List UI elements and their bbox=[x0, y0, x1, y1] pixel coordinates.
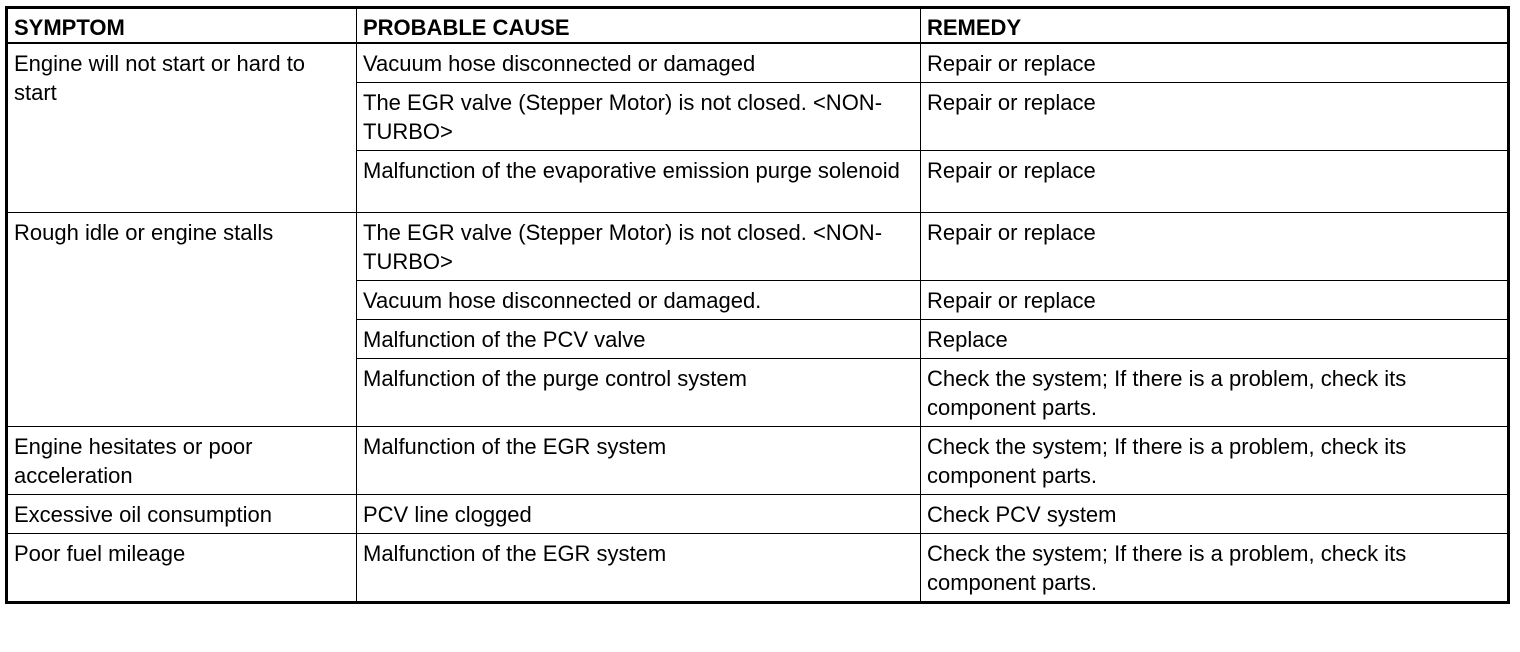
table-row bbox=[7, 427, 1509, 495]
cause-cell: Vacuum hose disconnected or damaged bbox=[357, 43, 921, 83]
cause-cell: Vacuum hose disconnected or damaged. bbox=[357, 281, 921, 320]
cause-cell: Malfunction of the evaporative emission purge solenoid bbox=[357, 151, 921, 213]
table-row bbox=[7, 495, 1509, 534]
header-remedy: REMEDY bbox=[921, 8, 1509, 44]
cause-cell: Malfunction of the EGR system bbox=[357, 534, 921, 603]
table-row bbox=[7, 213, 1509, 281]
cause-cell: PCV line clogged bbox=[357, 495, 921, 534]
symptom-cell: Engine will not start or hard to start bbox=[7, 43, 357, 213]
header-symptom: SYMPTOM bbox=[7, 8, 357, 44]
remedy-cell: Check PCV system bbox=[921, 495, 1509, 534]
header-probable-cause: PROBABLE CAUSE bbox=[357, 8, 921, 44]
symptom-cell: Rough idle or engine stalls bbox=[7, 213, 357, 427]
table-row bbox=[7, 43, 1509, 83]
remedy-cell: Repair or replace bbox=[921, 151, 1509, 213]
remedy-cell: Repair or replace bbox=[921, 213, 1509, 281]
header-row bbox=[7, 8, 1509, 44]
cause-cell: The EGR valve (Stepper Motor) is not closed. <NON-TURBO> bbox=[357, 83, 921, 151]
table-row bbox=[7, 534, 1509, 603]
cause-cell: Malfunction of the PCV valve bbox=[357, 320, 921, 359]
cause-cell: Malfunction of the purge control system bbox=[357, 359, 921, 427]
symptom-cell: Engine hesitates or poor acceleration bbox=[7, 427, 357, 495]
symptom-cell: Poor fuel mileage bbox=[7, 534, 357, 603]
cause-cell: The EGR valve (Stepper Motor) is not closed. <NON-TURBO> bbox=[357, 213, 921, 281]
troubleshooting-table bbox=[5, 6, 1510, 604]
cause-cell: Malfunction of the EGR system bbox=[357, 427, 921, 495]
remedy-cell: Replace bbox=[921, 320, 1509, 359]
remedy-cell: Repair or replace bbox=[921, 281, 1509, 320]
remedy-cell: Check the system; If there is a problem, check its component parts. bbox=[921, 359, 1509, 427]
remedy-cell: Check the system; If there is a problem, check its component parts. bbox=[921, 427, 1509, 495]
symptom-cell: Excessive oil consumption bbox=[7, 495, 357, 534]
remedy-cell: Check the system; If there is a problem, check its component parts. bbox=[921, 534, 1509, 603]
remedy-cell: Repair or replace bbox=[921, 43, 1509, 83]
remedy-cell: Repair or replace bbox=[921, 83, 1509, 151]
